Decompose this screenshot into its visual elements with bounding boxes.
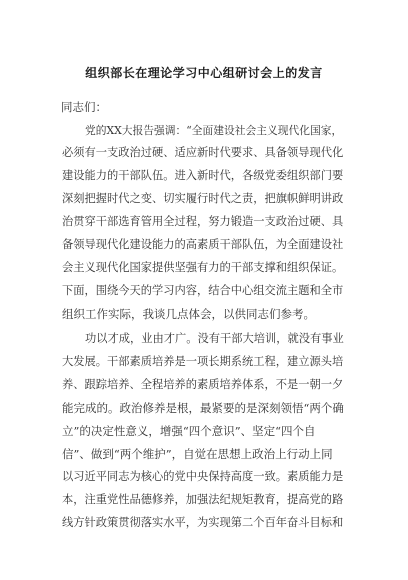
paragraph-line: 立”的决定性意义，增强“四个意识”、坚定“四个自 [62, 424, 316, 438]
paragraph-line: 以习近平同志为核心的党中央保持高度一致。素质能力是 [62, 470, 344, 483]
paragraph-line: 备领导现代化建设能力的高素质干部队伍，为全面建设社 [62, 238, 344, 251]
paragraph-line: 必须有一支政治过硬、适应新时代要求、具备领导现代化 [62, 146, 344, 159]
paragraph-line: 下面，围绕今天的学习内容，结合中心组交流主题和全市 [62, 284, 344, 297]
paragraph-line: 组织工作实际，我谈几点体会，以供同志们参考。 [62, 307, 315, 321]
paragraph-line: 治贯穿干部选育管用全过程，努力锻造一支政治过硬、具 [62, 215, 344, 228]
salutation: 同志们： [61, 100, 107, 114]
paragraph-line: 会主义现代化国家提供坚强有力的干部支撑和组织保证。 [62, 261, 344, 274]
paragraph-line: 信”、做到“两个维护”，自觉在思想上政治上行动上同 [62, 447, 333, 461]
paragraph-line: 线方针政策贯彻落实水平，为实现第二个百年奋斗目标和 [62, 516, 344, 529]
paragraph-line: 本，注重党性品德修养，加强法纪规矩教育，提高党的路 [62, 493, 344, 506]
paragraph-line: 建设能力的干部队伍。进入新时代，各级党委组织部门要 [62, 169, 344, 182]
document-title: 组织部长在理论学习中心组研讨会上的发言 [85, 66, 323, 80]
paragraph-line: 党的XX大报告强调：“全面建设社会主义现代化国家， [85, 124, 343, 137]
paragraph-line: 养、跟踪培养、全程培养的素质培养体系，不是一朝一夕 [62, 378, 344, 391]
paragraph-line: 能完成的。政治修养是根，最紧要的是深刻领悟“两个确 [62, 401, 344, 415]
paragraph-line: 深刻把握时代之变、切实履行时代之责，把旗帜鲜明讲政 [62, 192, 344, 205]
paragraph-line: 功以才成，业由才广。没有干部大培训，就没有事业 [85, 332, 344, 345]
paragraph-line: 大发展。干部素质培养是一项长期系统工程，建立源头培 [62, 355, 344, 368]
